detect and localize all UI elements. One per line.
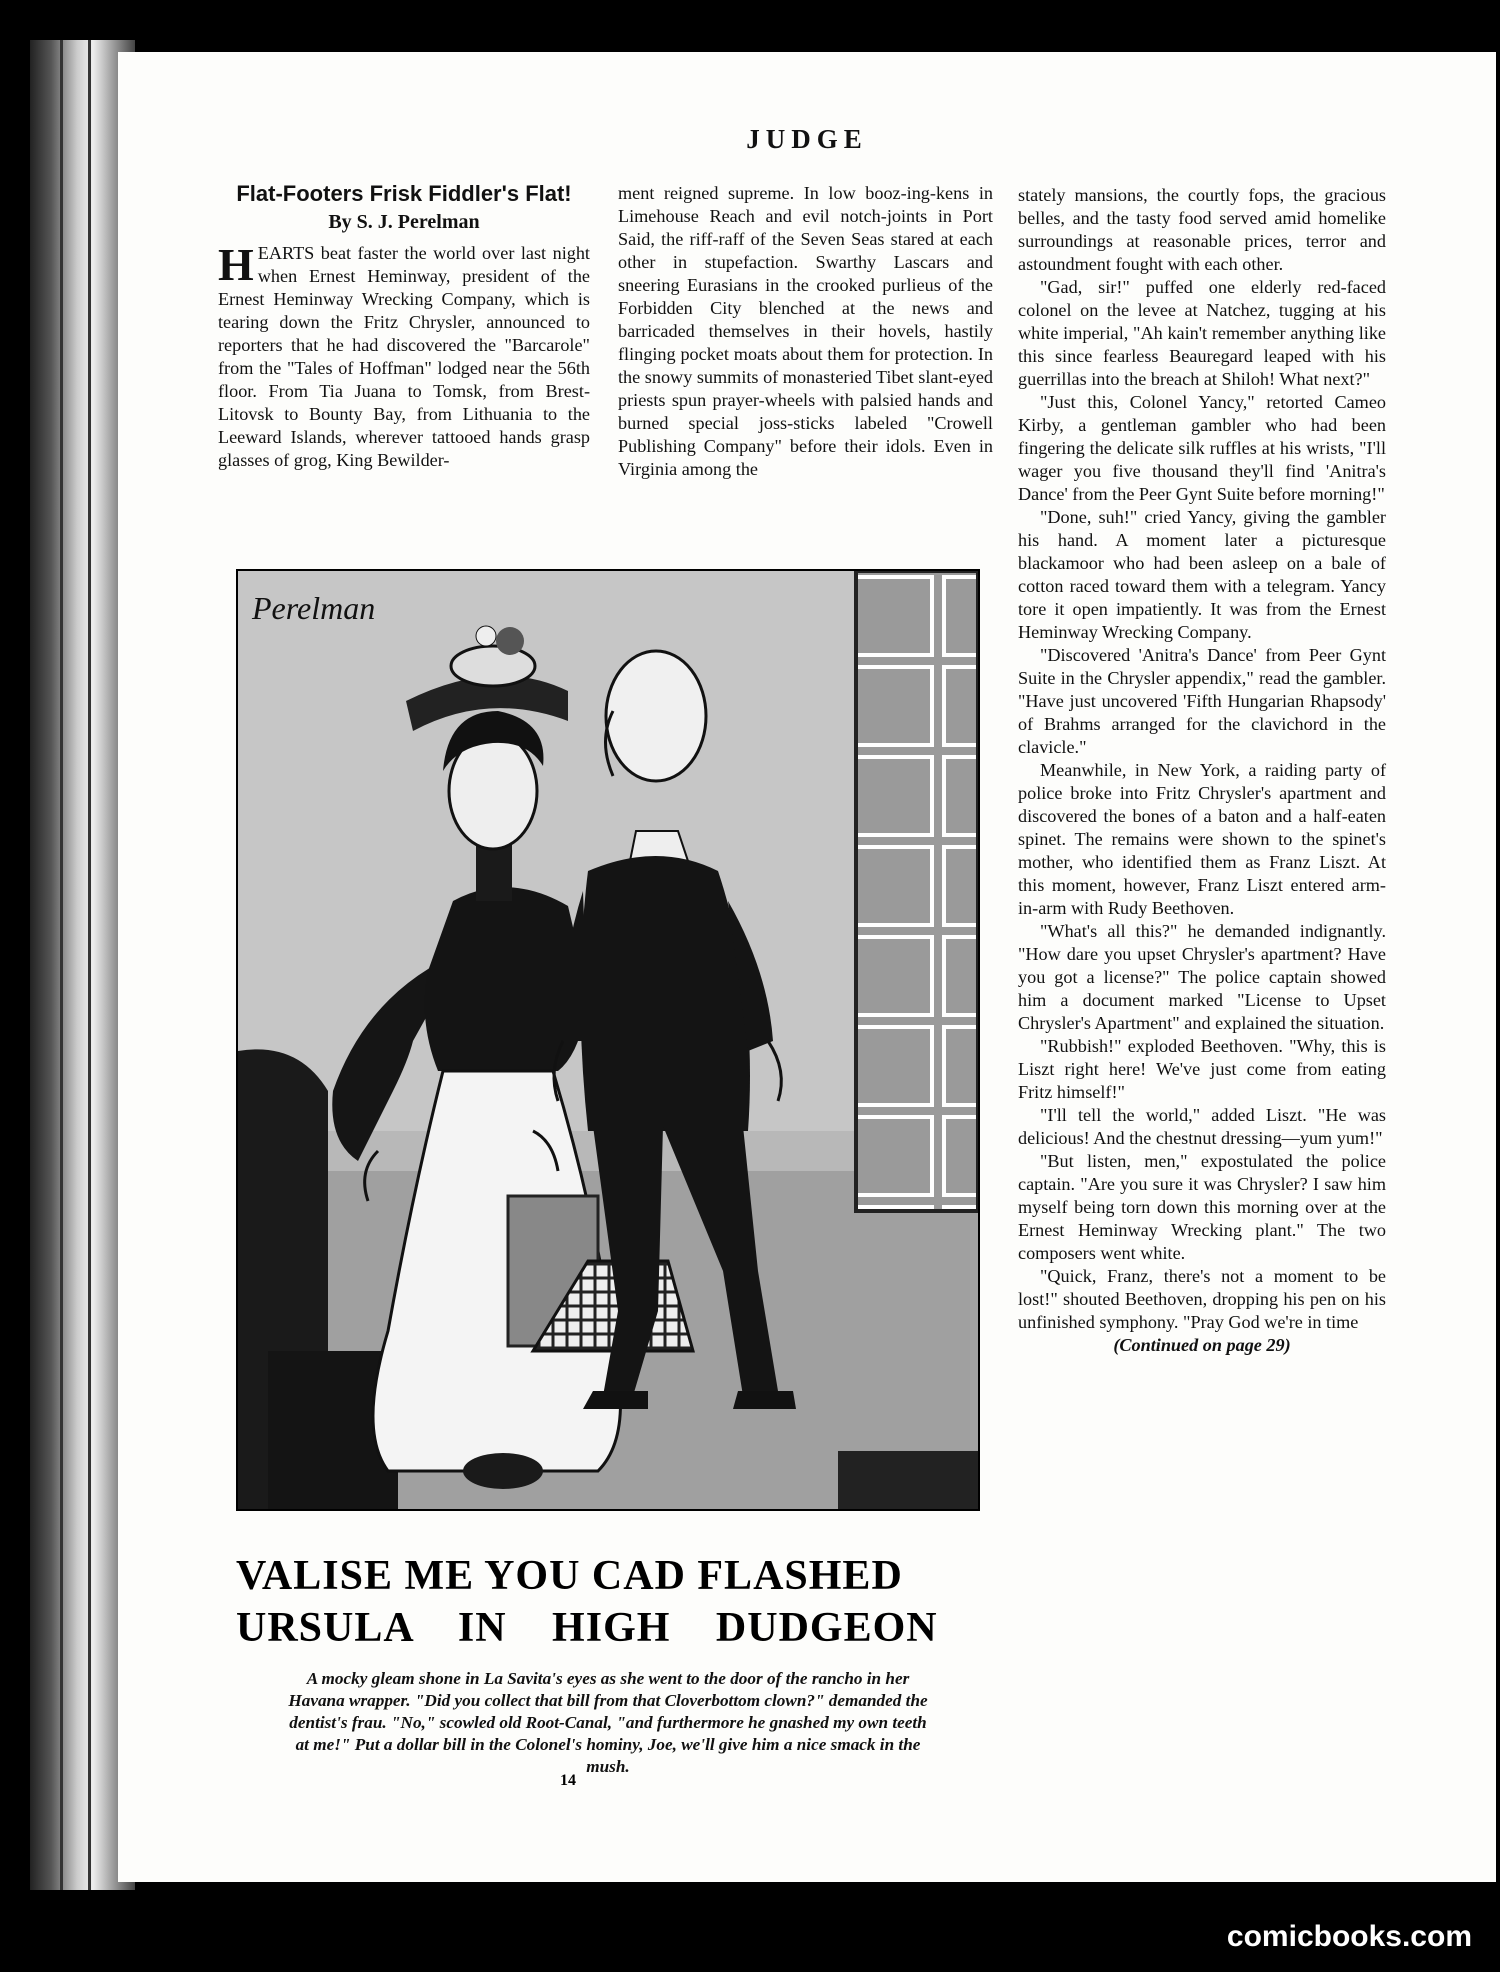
continued-note: (Continued on page 29) (1113, 1335, 1291, 1355)
article-paragraph: "I'll tell the world," added Liszt. "He was delicious! And the chestnut dressing—yum yum!" (1018, 1105, 1386, 1148)
magazine-header: JUDGE (746, 124, 868, 154)
article-paragraph: "Gad, sir!" puffed one elderly red-faced colonel on the levee at Natchez, tugging at his white imperial, "Ah kain't remember anything like this since fearless Beauregard leaped with his guerrillas into the breach at Shiloh! What next?" (1018, 277, 1386, 389)
article-paragraph: "Quick, Franz, there's not a moment to be lost!" shouted Beethoven, dropping his pen on his unfinished symphony. "Pray God we're in time (1018, 1266, 1386, 1332)
page-number: 14 (560, 1772, 576, 1789)
watermark: comicbooks.com (1226, 1920, 1472, 1953)
article-paragraph: "But listen, men," expostulated the police captain. "Are you sure it was Chrysler? I saw him myself being torn down this morning over at the Ernest Heminway Wrecking plant." The two composers went white. (1018, 1151, 1386, 1263)
article-paragraph: Meanwhile, in New York, a raiding party of police broke into Fritz Chrysler's apartment and discovered the bones of a baton and a half-eaten spinet. The remains were shown to the spinet's mother, who identified them as Franz Liszt. At this moment, however, Franz Liszt entered arm-in-arm with Rudy Beethoven. (1018, 760, 1386, 918)
magazine-page (118, 52, 1496, 1882)
article-column-2 (618, 182, 993, 481)
article-paragraph: "Done, suh!" cried Yancy, giving the gambler his hand. A moment later a picturesque blackamoor who had been asleep on a bale of cotton raced toward them with a telegram. Yancy tore it open impatiently. It was from the Ernest Heminway Wrecking Company. (1018, 507, 1386, 642)
article-paragraph: ment reigned supreme. In low booz-ing-kens in Limehouse Reach and evil notch-joints in Port Said, the riff-raff of the Seven Seas stared at each other in stupefaction. Swarthy Lascars and sneering Eurasians in the crooked purlieus of the Forbidden City blenched at the news and barricaded themselves in their hovels, hastily flinging pocket moats about them for protection. In the snowy summits of monasteried Tibet slant-eyed priests spun prayer-wheels with palsied hands and burned special joss-sticks labeled "Crowell Publishing Company" before their idols. Even in Virginia among the (618, 183, 993, 479)
article-paragraph: "Discovered 'Anitra's Dance' from Peer Gynt Suite in the Chrysler appendix," read the gambler. "Have just uncovered 'Fifth Hungarian Rhapsody' of Brahms arranged for the clavichord in the clavicle." (1018, 645, 1386, 757)
article-column-3 (1018, 184, 1386, 1357)
cartoon-headline-line-1: VALISE ME YOU CAD FLASHED (236, 1553, 903, 1599)
cartoon-headline-line-2: URSULA IN HIGH DUDGEON (236, 1605, 938, 1651)
article-paragraph: "What's all this?" he demanded indignantly. "How dare you upset Chrysler's apartment? Have you got a license?" The police captain showed him a document marked "License to Upset Chrysler's Apartment" and explained the situation. (1018, 921, 1386, 1033)
article-paragraph: stately mansions, the courtly fops, the gracious belles, and the tasty food served amid homelike surroundings at reasonable prices, terror and astoundment fought with each other. (1018, 185, 1386, 274)
drop-cap: H (218, 239, 254, 290)
article-paragraph: "Just this, Colonel Yancy," retorted Cameo Kirby, a gentleman gambler who had been fingering the delicate silk ruffles at his wrists, "I'll wager you five thousand they'll find 'Anitra's Dance' from the Peer Gynt Suite before morning!" (1018, 392, 1386, 504)
article-byline: By S. J. Perelman (328, 211, 480, 233)
article-paragraph: HEARTS beat faster the world over last night when Ernest Heminway, president of the Ernest Heminway Wrecking Company, which is tearing down the Fritz Chrysler, announced to reporters that he had discovered the "Barcarole" from the "Tales of Hoffman" lodged near the 56th floor. From Tia Juana to Tomsk, from Brest-Litovsk to Bounty Bay, from Lithuania to the Leeward Islands, wherever tattooed hands grasp glasses of grog, King Bewilder- (218, 239, 590, 470)
article-column-1 (218, 182, 590, 472)
article-title: Flat-Footers Frisk Fiddler's Flat! (236, 181, 572, 206)
page-edge (60, 40, 63, 1890)
page-edge (88, 40, 91, 1890)
artist-signature: Perelman (252, 590, 376, 626)
cartoon-drawing (238, 571, 978, 1509)
cartoon-illustration (236, 569, 980, 1511)
article-paragraph: "Rubbish!" exploded Beethoven. "Why, this is Liszt right here! We've just come from eating Fritz himself!" (1018, 1036, 1386, 1102)
cartoon-caption: A mocky gleam shone in La Savita's eyes as she went to the door of the rancho in her Havana wrapper. "Did you collect that bill from that Cloverbottom clown?" demanded the dentist's frau. "No," scowled old Root-Canal, "and furthermore he gnashed my own teeth at me!" Put a dollar bill in the Colonel's hominy, Joe, we'll give him a nice smack in the mush. (288, 1669, 928, 1776)
